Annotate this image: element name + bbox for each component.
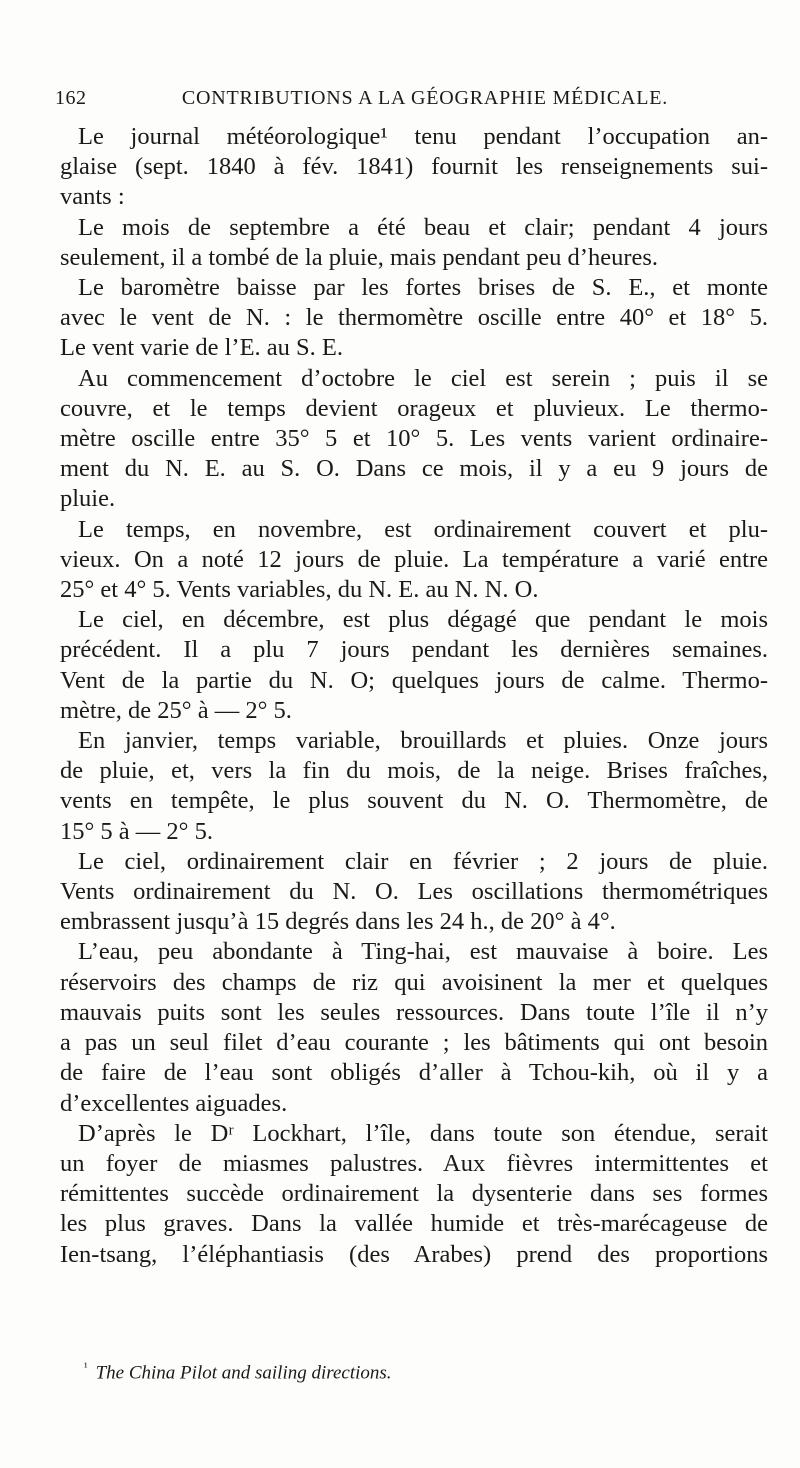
page-header	[55, 87, 770, 111]
paragraph-february	[60, 847, 768, 938]
text-line: D’après le Dʳ Lockhart, l’île, dans toute son étendue, serait	[78, 1119, 768, 1147]
paragraph-september	[60, 213, 768, 273]
text-line: Le baromètre baisse par les fortes brises de S. E., et monte	[78, 274, 768, 302]
text-line: de faire de l’eau sont obligés d’aller à Tchou-kih, où il y a	[60, 1059, 768, 1087]
footnote-text: The China Pilot and sailing directions.	[95, 1362, 392, 1384]
text-line: mètre oscille entre 35° 5 et 10° 5. Les vents varient ordinaire-	[60, 425, 768, 453]
text-line: précédent. Il a plu 7 jours pendant les dernières semaines.	[60, 636, 768, 664]
text-line: les plus graves. Dans la vallée humide et très-marécageuse de	[60, 1210, 768, 1238]
text-line: Ien-tsang, l’éléphantiasis (des Arabes) prend des proportions	[60, 1240, 768, 1268]
text-line: Le vent varie de l’E. au S. E.	[60, 334, 344, 362]
text-line: L’eau, peu abondante à Ting-hai, est mauvaise à boire. Les	[78, 938, 768, 966]
running-title: CONTRIBUTIONS A LA GÉOGRAPHIE MÉDICALE.	[181, 87, 669, 109]
text-line: mètre, de 25° à — 2° 5.	[60, 696, 292, 724]
paragraph-december	[60, 605, 768, 726]
paragraph-lockhart	[60, 1119, 768, 1270]
body-text	[60, 122, 768, 1270]
paragraph-november	[60, 515, 768, 606]
text-line: En janvier, temps variable, brouillards et pluies. Onze jours	[78, 727, 768, 755]
text-line: avec le vent de N. : le thermomètre oscille entre 40° et 18° 5.	[60, 304, 768, 332]
footnote	[84, 1360, 684, 1384]
text-line: 15° 5 à — 2° 5.	[60, 817, 213, 845]
footnote-mark: ¹	[84, 1360, 88, 1374]
text-line: ment du N. E. au S. O. Dans ce mois, il y a eu 9 jours de	[60, 455, 768, 483]
text-line: Vent de la partie du N. O; quelques jours de calme. Thermo-	[60, 666, 768, 694]
text-line: vants :	[60, 183, 125, 211]
text-line: seulement, il a tombé de la pluie, mais pendant peu d’heures.	[60, 243, 659, 271]
text-line: glaise (sept. 1840 à fév. 1841) fournit les renseignements sui-	[60, 153, 768, 181]
text-line: a pas un seul filet d’eau courante ; les bâtiments qui ont besoin	[60, 1029, 768, 1057]
text-line: Le journal météorologique¹ tenu pendant l’occupation an-	[78, 123, 768, 150]
text-line: Vents ordinairement du N. O. Les oscillations thermométriques	[60, 878, 768, 906]
text-line: mauvais puits sont les seules ressources. Dans toute l’île il n’y	[60, 998, 768, 1026]
page-number: 162	[55, 87, 87, 109]
text-line: d’excellentes aiguades.	[60, 1089, 288, 1117]
text-line: embrassent jusqu’à 15 degrés dans les 24 h., de 20° à 4°.	[60, 908, 616, 936]
text-line: réservoirs des champs de riz qui avoisinent la mer et quelques	[60, 968, 768, 996]
paragraph-water	[60, 937, 768, 1118]
text-line: pluie.	[60, 485, 116, 513]
text-line: vieux. On a noté 12 jours de pluie. La température a varié entre	[60, 545, 768, 573]
text-line: Le ciel, ordinairement clair en février ; 2 jours de pluie.	[78, 847, 768, 875]
text-line: Le ciel, en décembre, est plus dégagé que pendant le mois	[78, 606, 768, 634]
paragraph-meteorological-journal	[60, 122, 768, 213]
text-line: de pluie, et, vers la fin du mois, de la neige. Brises fraîches,	[60, 757, 768, 785]
text-line: rémittentes succède ordinairement la dysenterie dans ses formes	[60, 1180, 768, 1208]
text-line: Le temps, en novembre, est ordinairement couvert et plu-	[78, 515, 768, 543]
text-line: vents en tempête, le plus souvent du N. O. Thermomètre, de	[60, 787, 768, 815]
text-line: 25° et 4° 5. Vents variables, du N. E. au N. N. O.	[60, 576, 539, 604]
paragraph-october	[60, 364, 768, 515]
text-line: un foyer de miasmes palustres. Aux fièvres intermittentes et	[60, 1149, 768, 1177]
text-line: Au commencement d’octobre le ciel est serein ; puis il se	[78, 364, 768, 392]
paragraph-barometer	[60, 273, 768, 364]
paragraph-january	[60, 726, 768, 847]
text-line: Le mois de septembre a été beau et clair; pendant 4 jours	[78, 213, 768, 241]
text-line: couvre, et le temps devient orageux et pluvieux. Le thermo-	[60, 394, 768, 422]
